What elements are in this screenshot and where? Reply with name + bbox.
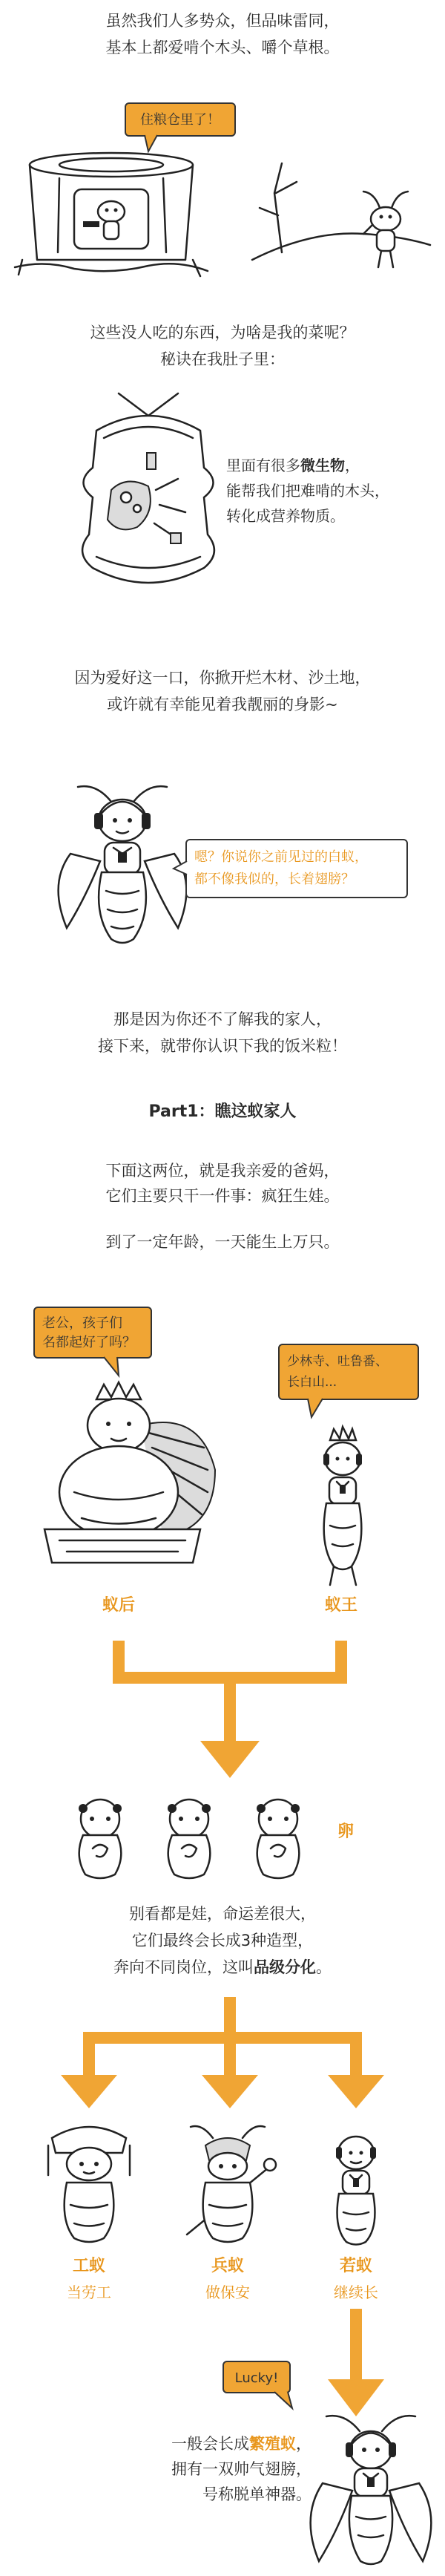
winged-line-1-post: ， [296,2435,312,2453]
worker-termite-illustration [41,2123,137,2249]
caste-name-soldier: 兵蚁 [211,2257,244,2275]
merge-arrow-diagram [0,1618,445,1789]
winged-line-3: 号称脱单神器。 [202,2485,312,2503]
microbe-bold: 微生物 [300,457,345,474]
parents-text [0,1158,445,1255]
question-text [0,319,445,373]
belly-line-1-pre: 里面有很多 [226,457,300,474]
bubble-tail [274,2392,297,2414]
bubble-tail [304,1399,326,1421]
caste-name-nymph: 若蚁 [339,2257,372,2275]
intro-text [0,7,445,61]
belly-line-1-post: ， [345,457,360,474]
section-heading-part1 [0,1099,445,1125]
queen-termite-illustration [30,1381,222,1574]
winged-line-1 [0,2431,312,2456]
family-intro-line-2: 接下来，就带你认识下我的饭米粒！ [98,1037,347,1055]
bubble-tail [174,861,188,876]
label-queen: 蚁后 [102,1596,135,1615]
speech-bubble-queen [33,1307,152,1359]
bubble-whiteant-line-2: 都不像我似的，长着翅膀？ [194,872,355,887]
down-arrow [326,2309,386,2420]
eggs-illustration [67,1797,334,1886]
soldier-termite-illustration [172,2123,283,2249]
winged-line-1-pre: 一般会长成 [171,2435,249,2453]
reproductive-termite-illustration [312,2413,430,2569]
parents-line-1: 下面这两位，就是我亲爱的爸妈， [105,1162,340,1180]
intro-line-1: 虽然我们人多势众，但品味雷同， [105,12,340,30]
belly-text [226,453,441,529]
belly-line-3: 转化成营养物质。 [226,507,345,525]
speech-bubble-granary [125,102,236,137]
bubble-king-line-1: 少林寺、吐鲁番、 [287,1354,388,1369]
diff-line-1: 别看都是娃，命运差很大， [129,1905,316,1923]
diff-line-3 [0,1954,445,1981]
winged-termite-illustration [56,779,189,950]
winged-text [0,2431,312,2507]
parents-line-2: 它们主要只干一件事：疯狂生娃。 [105,1187,340,1205]
bubble-queen-line-2: 名都起好了吗？ [42,1335,136,1350]
branch-termite-illustration [252,148,430,282]
bubble-lucky-text: Lucky! [234,2370,279,2386]
speech-bubble-king [278,1344,419,1400]
label-king: 蚁王 [324,1596,357,1615]
question-line-2: 秘诀在我肚子里： [160,350,285,368]
caste-role-nymph: 继续长 [334,2284,378,2301]
differentiation-text [0,1900,445,1981]
winged-line-2: 拥有一双帅气翅膀， [171,2460,312,2478]
diff-line-3-post: 。 [316,1958,332,1976]
question-line-1: 这些没人吃的东西，为啥是我的菜呢？ [90,324,355,341]
belly-line-1 [226,453,441,478]
label-egg: 卵 [337,1823,355,1841]
family-intro-text [0,1006,445,1059]
termite-belly-illustration [67,386,230,601]
king-termite-illustration [297,1425,386,1589]
family-intro-line-1: 那是因为你还不了解我的家人， [113,1010,332,1028]
split-arrow-diagram [0,1997,445,2123]
love-text [0,664,445,718]
love-line-2: 或许就有幸能见着我靓丽的身影~ [107,696,338,713]
nymph-termite-illustration [315,2123,397,2249]
bubble-whiteant-line-1: 嗯？你说你之前见过的白蚁， [194,849,368,865]
tree-stump-illustration [15,148,208,282]
love-line-1: 因为爱好这一口，你掀开烂木材、沙土地， [74,669,371,687]
caste-differentiation-bold: 品级分化 [254,1958,316,1976]
caste-role-soldier: 做保安 [205,2284,250,2301]
speech-bubble-lucky [222,2361,291,2393]
bubble-queen-line-1: 老公，孩子们 [42,1315,122,1331]
intro-line-2: 基本上都爱啃个木头、嚼个草根。 [105,39,340,56]
caste-role-worker: 当劳工 [67,2284,111,2301]
bubble-king-line-2: 长白山... [287,1375,337,1390]
parents-line-3: 到了一定年龄，一天能生上万只。 [105,1233,340,1251]
bubble-granary-text: 住粮仓里了！ [140,112,220,128]
caste-name-worker: 工蚁 [72,2257,105,2275]
reproductive-bold: 繁殖蚁 [249,2435,296,2453]
diff-line-3-pre: 奔向不同岗位，这叫 [113,1958,254,1976]
part1-heading: Part1：瞧这蚁家人 [148,1102,297,1121]
speech-bubble-whiteant [185,839,408,898]
bubble-tail [104,1357,126,1379]
belly-line-2: 能帮我们把难啃的木头， [226,482,389,500]
diff-line-2: 它们最终会长成3种造型， [131,1932,314,1949]
